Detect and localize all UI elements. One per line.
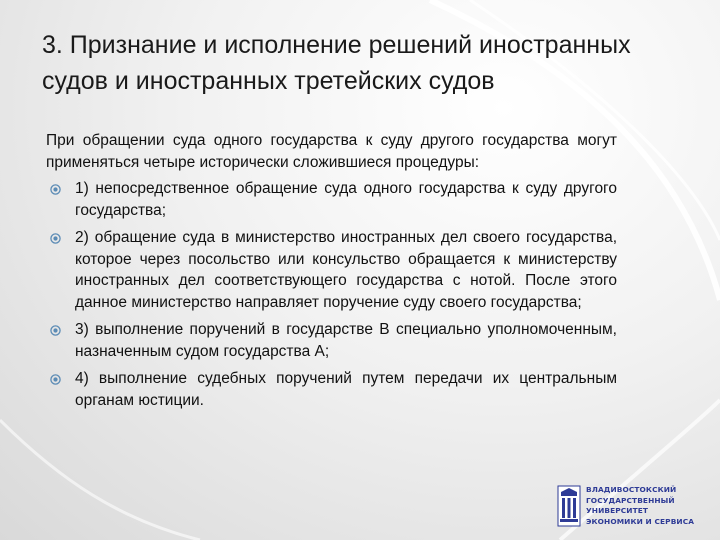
logo-line: УНИВЕРСИТЕТ (586, 506, 649, 515)
list-item-text: 1) непосредственное обращение суда одного государства к суду другого государства; (75, 180, 617, 219)
logo-line: ГОСУДАРСТВЕННЫЙ (586, 495, 675, 505)
list-item-text: 4) выполнение судебных поручений путем передачи их центральным органам юстиции. (75, 370, 617, 409)
university-emblem-icon (557, 484, 581, 528)
logo-line: ВЛАДИВОСТОКСКИЙ (586, 485, 677, 494)
circle-bullet-icon (50, 374, 61, 385)
list-item (46, 227, 617, 313)
circle-bullet-icon (50, 325, 61, 336)
intro-text: При обращении суда одного государства к суду другого государства могут применяться четыре исторически сложившиеся процедуры: (46, 132, 617, 171)
logo-line: ЭКОНОМИКИ И СЕРВИСА (586, 516, 695, 526)
university-logo (557, 484, 705, 528)
slide-title: 3. Признание и исполнение решений иностранных судов и иностранных третейских судов (42, 30, 631, 95)
logo-text (586, 485, 694, 527)
slide-content (46, 130, 617, 417)
circle-bullet-icon (50, 233, 61, 244)
list-item (46, 178, 617, 221)
list-item-text: 2) обращение суда в министерство иностранных дел своего государства, которое через посольство или консульство обращается к министерству иностранных дел соответствующего государства с нотой. После этого данное министерство направляет поручение суду своего государства; (75, 229, 617, 311)
list-item (46, 319, 617, 362)
intro-paragraph (46, 130, 617, 173)
list-item-text: 3) выполнение поручений в государстве В специально уполномоченным, назначенным судом государства А; (75, 321, 617, 360)
list-item (46, 368, 617, 411)
circle-bullet-icon (50, 184, 61, 195)
bullet-list (46, 178, 617, 411)
